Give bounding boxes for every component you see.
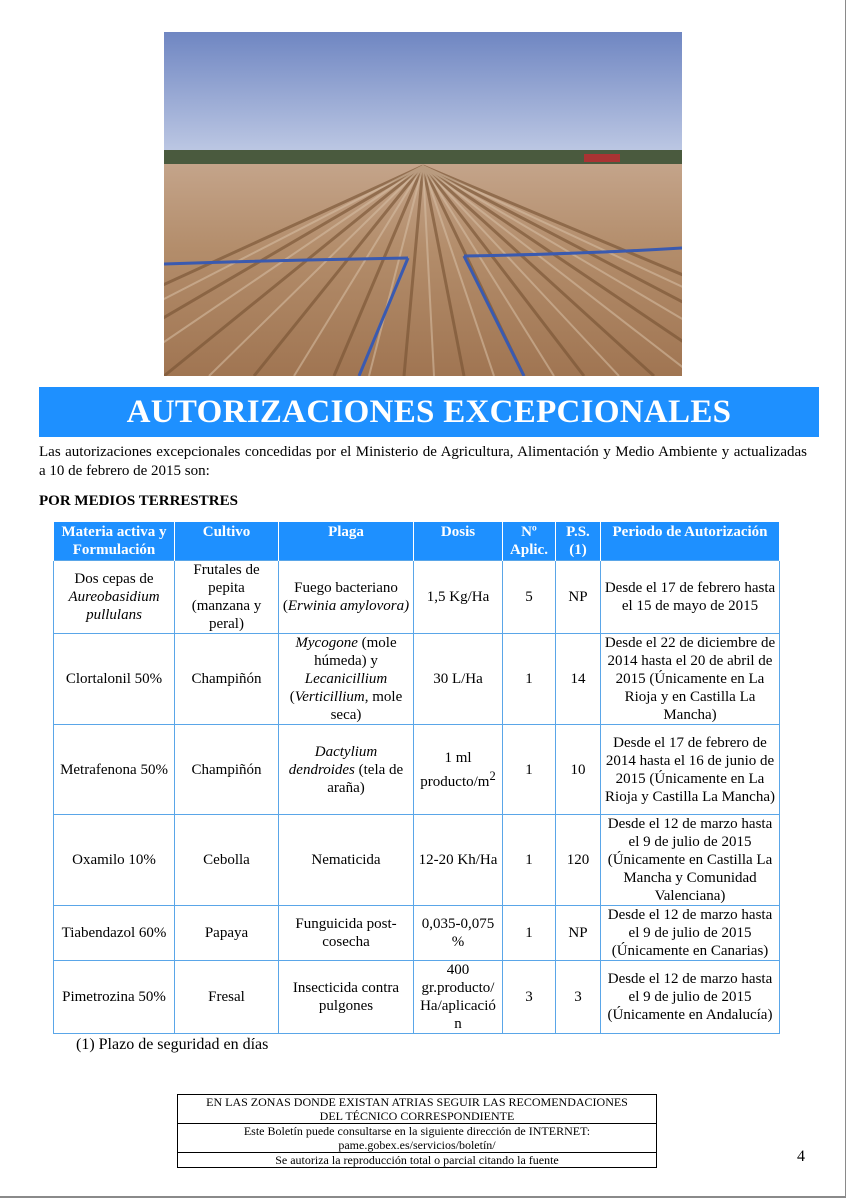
cell-plazo-seguridad: NP xyxy=(556,906,601,961)
cell-cultivo: Fresal xyxy=(175,961,279,1034)
cell-periodo: Desde el 12 de marzo hasta el 9 de julio de 2015 (Únicamente en Canarias) xyxy=(601,906,780,961)
cell-aplicaciones: 3 xyxy=(503,961,556,1034)
authorization-table xyxy=(53,522,780,1034)
footer-line: DEL TÉCNICO CORRESPONDIENTE xyxy=(319,1109,515,1123)
cell-plaga: Nematicida xyxy=(279,815,414,906)
table-row xyxy=(54,906,780,961)
cell-plaga: Funguicida post-cosecha xyxy=(279,906,414,961)
cell-aplicaciones: 1 xyxy=(503,634,556,725)
cell-materia: Oxamilo 10% xyxy=(54,815,175,906)
cell-cultivo: Champiñón xyxy=(175,725,279,815)
intro-text: Las autorizaciones excepcionales concedidas por el Ministerio de Agricultura, Alimentación y Medio Ambiente y actualizadas a 10 de febrero de 2015 son: xyxy=(39,444,807,479)
cell-plazo-seguridad: 14 xyxy=(556,634,601,725)
section-title: POR MEDIOS TERRESTRES xyxy=(39,493,238,509)
header-materia: Materia activa y Formulación xyxy=(54,522,175,561)
table-row xyxy=(54,725,780,815)
footer-line: Se autoriza la reproducción total o parcial citando la fuente xyxy=(178,1152,656,1167)
page-number: 4 xyxy=(797,1148,805,1165)
cell-cultivo: Cebolla xyxy=(175,815,279,906)
cell-periodo: Desde el 22 de diciembre de 2014 hasta el 20 de abril de 2015 (Únicamente en La Rioja y en Castilla La Mancha) xyxy=(601,634,780,725)
footer-link: pame.gobex.es/servicios/boletín/ xyxy=(338,1138,496,1152)
table-row xyxy=(54,561,780,634)
cell-aplicaciones: 1 xyxy=(503,906,556,961)
table-row xyxy=(54,634,780,725)
cell-aplicaciones: 5 xyxy=(503,561,556,634)
cell-periodo: Desde el 12 de marzo hasta el 9 de julio de 2015 (Únicamente en Andalucía) xyxy=(601,961,780,1034)
cell-cultivo: Papaya xyxy=(175,906,279,961)
cell-materia: Metrafenona 50% xyxy=(54,725,175,815)
footer-line: EN LAS ZONAS DONDE EXISTAN ATRIAS SEGUIR LAS RECOMENDACIONES xyxy=(206,1095,628,1109)
cell-materia: Tiabendazol 60% xyxy=(54,906,175,961)
cell-materia: Pimetrozina 50% xyxy=(54,961,175,1034)
cell-plazo-seguridad: 3 xyxy=(556,961,601,1034)
cell-dosis: 1,5 Kg/Ha xyxy=(414,561,503,634)
header-plazo-seguridad: P.S. (1) xyxy=(556,522,601,561)
header-aplicaciones: Nº Aplic. xyxy=(503,522,556,561)
cell-plazo-seguridad: 120 xyxy=(556,815,601,906)
banner-title: AUTORIZACIONES EXCEPCIONALES xyxy=(39,387,819,437)
header-dosis: Dosis xyxy=(414,522,503,561)
cell-aplicaciones: 1 xyxy=(503,725,556,815)
cell-plaga: Dactylium dendroides (tela de araña) xyxy=(279,725,414,815)
footnote: (1) Plazo de seguridad en días xyxy=(76,1036,269,1053)
table-row xyxy=(54,815,780,906)
cell-plazo-seguridad: 10 xyxy=(556,725,601,815)
cell-cultivo: Champiñón xyxy=(175,634,279,725)
cell-plaga: Insecticida contra pulgones xyxy=(279,961,414,1034)
table-header-row xyxy=(54,522,780,561)
header-plaga: Plaga xyxy=(279,522,414,561)
cell-plaga: Fuego bacteriano (Erwinia amylovora) xyxy=(279,561,414,634)
cell-dosis: 1 ml producto/$m^2$ xyxy=(414,725,503,815)
cell-materia: Clortalonil 50% xyxy=(54,634,175,725)
cell-dosis: 0,035-0,075 % xyxy=(414,906,503,961)
field-photo xyxy=(164,32,682,376)
cell-dosis: 12-20 Kh/Ha xyxy=(414,815,503,906)
footer-box xyxy=(177,1094,657,1168)
header-cultivo: Cultivo xyxy=(175,522,279,561)
cell-materia: Dos cepas de Aureobasidium pullulans xyxy=(54,561,175,634)
footer-line: Este Boletín puede consultarse en la siguiente dirección de INTERNET: xyxy=(178,1123,656,1138)
cell-plazo-seguridad: NP xyxy=(556,561,601,634)
cell-cultivo: Frutales de pepita (manzana y peral) xyxy=(175,561,279,634)
cell-plaga: Mycogone (mole húmeda) y Lecanicillium (Verticillium, mole seca) xyxy=(279,634,414,725)
cell-dosis: 30 L/Ha xyxy=(414,634,503,725)
header-periodo: Periodo de Autorización xyxy=(601,522,780,561)
cell-periodo: Desde el 12 de marzo hasta el 9 de julio de 2015 (Únicamente en Castilla La Mancha y Comunidad Valenciana) xyxy=(601,815,780,906)
table-row xyxy=(54,961,780,1034)
cell-periodo: Desde el 17 de febrero hasta el 15 de mayo de 2015 xyxy=(601,561,780,634)
cell-periodo: Desde el 17 de febrero de 2014 hasta el 16 de junio de 2015 (Únicamente en La Rioja y Castilla La Mancha) xyxy=(601,725,780,815)
cell-aplicaciones: 1 xyxy=(503,815,556,906)
cell-dosis: 400 gr.producto/ Ha/aplicació n xyxy=(414,961,503,1034)
